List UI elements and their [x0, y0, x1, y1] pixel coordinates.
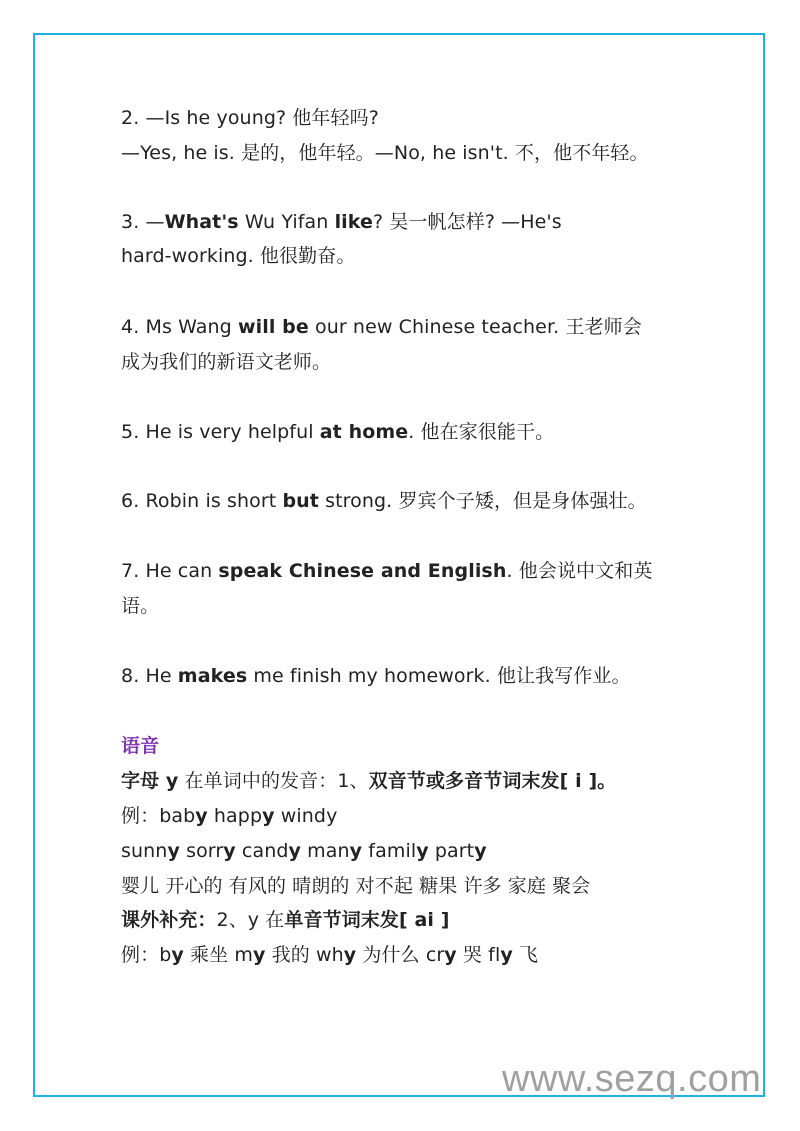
text-run: 例：b — [121, 944, 172, 966]
text-run: happ — [207, 805, 263, 827]
text-line — [121, 420, 554, 444]
text-run: hard-working. 他很勤奋。 — [121, 245, 356, 267]
text-run: 5. He is very helpful — [121, 421, 320, 443]
bold-text: y — [171, 944, 184, 966]
text-run: 4. Ms Wang — [121, 316, 238, 338]
text-run: our new Chinese teacher. 王老师会 — [308, 316, 642, 338]
text-line — [121, 315, 642, 339]
text-run: —Yes, he is. 是的，他年轻。—No, he isn't. 不，他不年轻。 — [121, 142, 649, 164]
bold-text: y — [416, 840, 429, 862]
text-line — [121, 804, 337, 828]
text-run: 在单词中的发音：1、 — [178, 770, 369, 792]
text-run: 6. Robin is short — [121, 490, 283, 512]
text-line — [121, 559, 652, 583]
bold-text: What's — [164, 211, 239, 233]
text-run: 成为我们的新语文老师。 — [121, 351, 332, 373]
text-run: 哭 fl — [456, 944, 501, 966]
text-run: 我的 wh — [265, 944, 344, 966]
bold-text: y — [474, 840, 487, 862]
text-line — [121, 141, 649, 165]
text-run: 飞 — [512, 944, 539, 966]
bold-text: but — [282, 490, 319, 512]
text-run: 7. He can — [121, 560, 219, 582]
text-run: famil — [362, 840, 417, 862]
text-run: ? 吴一帆怎样? —He's — [373, 211, 562, 233]
bold-text: 课外补充： — [121, 909, 217, 931]
text-line — [121, 106, 379, 130]
bold-text: 字母 y — [121, 770, 179, 792]
bold-text: y — [252, 944, 266, 966]
text-run: sorr — [179, 840, 224, 862]
bold-text: y — [343, 944, 357, 966]
text-line — [121, 943, 538, 967]
text-run: 8. He — [121, 665, 178, 687]
text-run: 3. — — [121, 211, 165, 233]
text-run: sunn — [121, 840, 168, 862]
text-line — [121, 210, 562, 234]
text-line — [121, 350, 331, 374]
bold-text: y — [262, 805, 275, 827]
section-heading — [121, 734, 159, 758]
text-line — [121, 489, 647, 513]
bold-text: at home — [319, 421, 409, 443]
text-run: Wu Yifan — [238, 211, 335, 233]
text-line — [121, 908, 450, 932]
bold-text: y — [444, 944, 457, 966]
bold-text: like — [334, 211, 373, 233]
text-line — [121, 839, 487, 863]
bold-text: y — [288, 840, 302, 862]
bold-text: y — [500, 944, 513, 966]
bold-text: will be — [237, 316, 309, 338]
text-run: . 他在家很能干。 — [408, 421, 555, 443]
bold-text: y — [167, 840, 180, 862]
text-run: me finish my homework. 他让我写作业。 — [247, 665, 631, 687]
text-line — [121, 874, 590, 898]
text-line — [121, 594, 159, 618]
bold-text: y — [349, 840, 363, 862]
watermark: www.sezq.com — [502, 1058, 762, 1100]
text-line — [121, 664, 631, 688]
text-run: cand — [235, 840, 289, 862]
text-run: 例：bab — [121, 805, 196, 827]
text-run: man — [301, 840, 350, 862]
text-run: 婴儿 开心的 有风的 晴朗的 对不起 糖果 许多 家庭 聚会 — [121, 875, 591, 897]
text-run: 语。 — [121, 595, 160, 617]
bold-text: 单音节词末发[ ai ] — [284, 909, 450, 931]
bold-text: makes — [177, 665, 248, 687]
text-line — [121, 244, 355, 268]
text-run: 2、y 在 — [216, 909, 285, 931]
text-run: 为什么 cr — [356, 944, 445, 966]
bold-text: 双音节或多音节词末发[ i ]。 — [368, 770, 617, 792]
text-run: 2. —Is he young? 他年轻吗? — [121, 107, 379, 129]
text-run: 乘坐 m — [183, 944, 253, 966]
text-run: part — [428, 840, 475, 862]
text-run: 语音 — [121, 735, 160, 757]
bold-text: y — [223, 840, 236, 862]
bold-text: speak Chinese and English — [218, 560, 507, 582]
bold-text: y — [195, 805, 208, 827]
text-line — [121, 769, 616, 793]
text-run: windy — [274, 805, 338, 827]
text-run: strong. 罗宾个子矮，但是身体强壮。 — [318, 490, 647, 512]
text-run: . 他会说中文和英 — [506, 560, 653, 582]
